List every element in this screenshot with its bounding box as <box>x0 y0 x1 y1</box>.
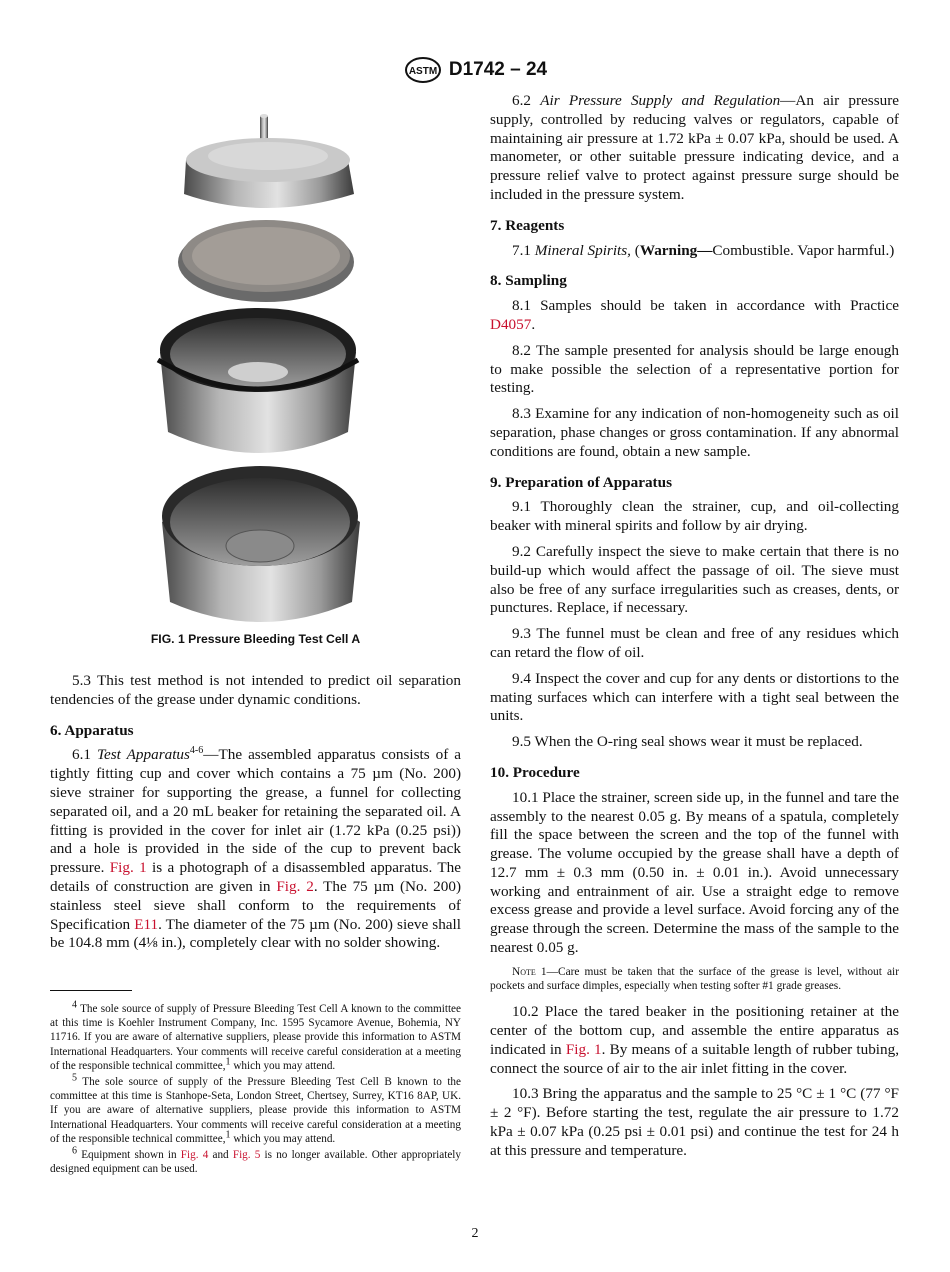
fig-1-link-2[interactable]: Fig. 1 <box>565 1040 602 1058</box>
paragraph-8-2: 8.2 The sample presented for analysis should be large enough to make possible the selection of a representative portion for testing. <box>490 341 899 397</box>
paragraph-9-5: 9.5 When the O-ring seal shows wear it must be replaced. <box>512 733 863 751</box>
left-column <box>50 672 461 960</box>
paragraph-6-1: 6.1 Test Apparatus$^{4-6}$—The assembled apparatus consists of a tightly fitting cup and cover which contains a 75 µm (No. 200) sieve strainer for supporting the grease, a funnel for collecting separated oil, and a 20 mL beaker for retaining the separated oil. A fitting is provided in the cover for inlet air (1.72 kPa (0.25 psi)) and a hole is provided in the side of the cup to prevent back pressure. Fig. 1 is a photograph of a disassembled apparatus. The details of construction are given in Fig. 2. The 75 µm (No. 200) stainless steel sieve shall conform to the requirements of Specification E11. The diameter of the 75 µm (No. 200) sieve shall be 104.8 mm (4⅛ in.), completely clear with no solder showing. <box>50 745 462 952</box>
bottom-cup <box>162 466 360 622</box>
note-1: Note 1—Care must be taken that the surface of the grease is level, without air pockets and surface dimples, especially when testing softer #1 grade greases. <box>490 965 899 993</box>
footnotes <box>50 999 462 1178</box>
page-header <box>0 56 950 84</box>
paragraph-10-3: 10.3 Bring the apparatus and the sample to 25 °C ± 1 °C (77 °F ± 2 °F). Before starting the test, regulate the air pressure to 1.72 kPa ± 0.07 kPa (0.25 psi ± 0.01 psi) and continue the test for 24 h at this pressure and temperature. <box>490 1085 899 1159</box>
funnel-cup <box>158 308 358 453</box>
logo-text: ASTM <box>408 66 438 77</box>
section-heading-7: 7. Reagents <box>490 216 565 234</box>
footnote-divider <box>50 990 132 991</box>
paragraph-8-3: 8.3 Examine for any indication of non-homogeneity such as oil separation, phase changes or gross contamination. If any abnormal conditions are found, obtain a new sample. <box>490 405 899 460</box>
paragraph-9-4: 9.4 Inspect the cover and cup for any dents or distortions to the mating surfaces which can interfere with a tight seal between the units. <box>490 669 899 725</box>
fig-4-link[interactable]: Fig. 4 <box>180 1149 209 1162</box>
paragraph-6-2: 6.2 Air Pressure Supply and Regulation—An air pressure supply, controlled by reducing valves or regulators, capable of maintaining air pressure at 1.72 kPa ± 0.07 kPa, should be used. A manometer, or other suitable pressure indicating device, and a pressure relief valve to protect against pressure surge should be included in the pressure system. <box>490 92 899 203</box>
paragraph-9-2: 9.2 Carefully inspect the sieve to make certain that there is no build-up which would affect the passage of oil. The sieve must also be free of any surface irregularities such as creases, dents, or punctures. Replace, if necessary. <box>490 542 899 617</box>
astm-logo-icon <box>403 56 443 84</box>
d4057-link[interactable]: D4057 <box>490 315 532 333</box>
paragraph-9-3: 9.3 The funnel must be clean and free of any residues which can retard the flow of oil. <box>490 625 899 661</box>
strainer-screen <box>178 220 354 302</box>
section-heading-9: 9. Preparation of Apparatus <box>490 473 672 491</box>
paragraph-7-1: 7.1 Mineral Spirits, (Warning—Combustible. Vapor harmful.) <box>512 241 895 259</box>
paragraph-10-1: 10.1 Place the strainer, screen side up, in the funnel and tare the assembly to the nearest 0.05 g. By means of a spatula, completely fill the space between the screen and the top of the funnel with grease. The volume occupied by the grease shall have a depth of 12.7 mm ± 0.3 mm (0.50 in. ± 0.01 in.). Avoid unnecessary working and entrainment of air. Use a straight edge to remove excess grease and provide a level surface. Avoid forcing any of the grease through the screen. Determine the mass of the sample to the nearest 0.05 g. <box>490 788 899 957</box>
section-heading-6: 6. Apparatus <box>50 721 134 739</box>
paragraph-5-3: 5.3 This test method is not intended to predict oil separation tendencies of the grease under dynamic conditions. <box>50 672 461 708</box>
footnote-6: $^6$ Equipment shown in Fig. 4 and Fig. 5 is no longer available. Other appropriately designed equipment can be used. <box>50 1145 462 1176</box>
footnote-5: $^5$ The sole source of supply of the Pressure Bleeding Test Cell B known to the committee at this time is Stanhope-Seta, London Street, Chertsey, Surrey, KT16 8AP, UK. If you are aware of alternative suppliers, please provide this information to ASTM International Headquarters. Your comments will receive careful consideration at a meeting of the responsible technical committee,$^1$ which you may attend. <box>50 1072 461 1145</box>
fig-5-link[interactable]: Fig. 5 <box>232 1149 261 1162</box>
fig-2-link[interactable]: Fig. 2 <box>276 877 314 895</box>
cover <box>184 114 354 208</box>
designation: D1742 – 24 <box>448 59 548 80</box>
section-heading-8: 8. Sampling <box>490 272 567 290</box>
right-column <box>490 92 899 1168</box>
figure-1-photo <box>140 102 380 626</box>
e11-link[interactable]: E11 <box>134 915 159 933</box>
figure-caption: FIG. 1 Pressure Bleeding Test Cell A <box>150 632 361 646</box>
fig-1-link[interactable]: Fig. 1 <box>109 859 147 877</box>
page-number: 2 <box>471 1226 479 1241</box>
paragraph-9-1: 9.1 Thoroughly clean the strainer, cup, and oil-collecting beaker with mineral spirits and follow by air drying. <box>490 498 899 535</box>
paragraph-8-1: 8.1 Samples should be taken in accordance with Practice D4057. <box>490 297 899 333</box>
paragraph-10-2: 10.2 Place the tared beaker in the positioning retainer at the center of the bottom cup, and assemble the entire apparatus as indicated in Fig. 1. By means of a suitable length of rubber tubing, connect the source of air to the air inlet fitting in the cover. <box>490 1003 900 1077</box>
section-heading-10: 10. Procedure <box>490 763 580 781</box>
footnote-4: $^4$ The sole source of supply of Pressure Bleeding Test Cell A known to the committee at this time is Koehler Instrument Company, Inc. 1595 Sycamore Avenue, Bohemia, NY 11716. If you are aware of alternative suppliers, please provide this information to ASTM International Headquarters. Your comments will receive careful consideration at a meeting of the responsible technical committee,$^1$ which you may attend. <box>50 999 461 1072</box>
